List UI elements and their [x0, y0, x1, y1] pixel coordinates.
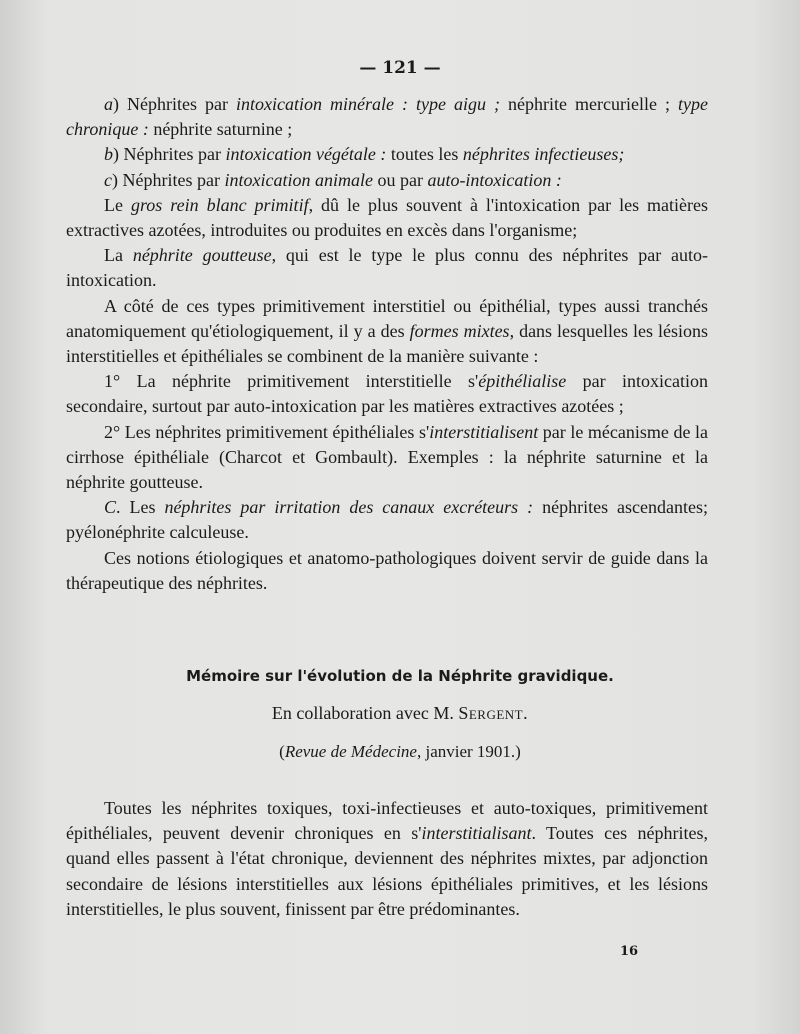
- text-run: toutes les: [386, 144, 463, 165]
- text-run: , dans lesquelles les lésions interstitielles et épithéliales se combinent de la manière suivante :: [66, 320, 708, 367]
- paragraph: [66, 546, 708, 596]
- text-run: . Les: [116, 497, 165, 518]
- text-run: Ces notions étiologiques et anatomo-pathologiques doivent servir de guide dans la thérapeutique des néphrites.: [66, 547, 708, 593]
- text-run: 2° Les néphrites primitivement épithéliales s': [104, 421, 430, 442]
- paragraph: [66, 420, 708, 496]
- citation-date: , janvier 1901.): [416, 742, 521, 761]
- paragraph: [66, 142, 708, 167]
- text-run: , qui est le type le plus connu des néphrites par auto-intoxication.: [66, 245, 709, 291]
- text-run: ) Néphrites par: [113, 94, 236, 114]
- italic-text: intoxication végétale :: [225, 144, 387, 165]
- paragraph: [66, 294, 708, 370]
- paragraph: [66, 369, 708, 419]
- collaboration-prefix: En collaboration avec M.: [271, 703, 459, 723]
- page-number: — 121 —: [359, 58, 441, 78]
- text-run: 1° La néphrite primitivement interstitielle s': [104, 371, 479, 392]
- paragraph: [66, 168, 708, 193]
- body-text-bottom: [66, 796, 708, 922]
- italic-text: néphrites par irritation des canaux excréteurs :: [164, 497, 534, 518]
- paragraph: [66, 243, 708, 293]
- section-title: Mémoire sur l'évolution de la Néphrite gravidique.: [186, 667, 614, 685]
- italic-text: C: [104, 497, 117, 518]
- collaboration-line: [0, 703, 800, 724]
- italic-text: b: [104, 144, 113, 165]
- italic-text: a: [104, 94, 113, 114]
- italic-text: néphrite goutteuse: [132, 245, 272, 266]
- paragraph: [66, 92, 708, 142]
- italic-text: type chronique :: [66, 94, 708, 140]
- italic-text: intoxication animale: [224, 169, 373, 190]
- paragraph: [66, 193, 708, 243]
- text-run: Toutes les néphrites toxiques, toxi-infectieuses et auto-toxiques, primitivement épithéliales, peuvent devenir chroniques en s': [66, 798, 708, 844]
- text-run: néphrite mercurielle ;: [500, 94, 678, 114]
- text-run: néphrite saturnine ;: [148, 119, 293, 140]
- italic-text: gros rein blanc primitif: [130, 194, 309, 215]
- text-run: ou par: [372, 169, 428, 190]
- italic-text: formes mixtes: [409, 320, 510, 341]
- text-run: ) Néphrites par: [113, 144, 226, 165]
- text-run: La: [104, 245, 133, 266]
- text-run: ) Néphrites par: [112, 169, 225, 190]
- citation-line: [0, 742, 800, 762]
- paragraph: [66, 495, 708, 545]
- italic-text: interstitialisent: [429, 421, 539, 442]
- citation-open: (: [279, 742, 285, 761]
- signature-mark: 16: [620, 944, 639, 959]
- italic-text: interstitialisant: [421, 823, 532, 844]
- text-run: par intoxication secondaire, surtout par auto-intoxication par les matières extractives azotées ;: [66, 371, 709, 417]
- text-run: par le mécanisme de la cirrhose épithéliale (Charcot et Gombault). Exemples : la néphrite saturnine et la néphrite goutteuse.: [66, 421, 708, 493]
- italic-text: c: [104, 169, 112, 190]
- paragraph: [66, 796, 708, 922]
- italic-text: épithélialise: [478, 371, 567, 392]
- text-run: , dû le plus souvent à l'intoxication par les matières extractives azotées, introduites ou produites en excès dans l'organisme;: [66, 194, 709, 241]
- collaborator-name: Sergent.: [458, 703, 529, 723]
- body-text-top: [66, 92, 708, 596]
- text-run: Le: [104, 194, 131, 215]
- text-run: A côté de ces types primitivement interstitiel ou épithélial, types aussi tranchés anatomiquement qu'étiologiquement, il y a des: [66, 295, 708, 341]
- italic-text: intoxication minérale : type aigu ;: [236, 94, 501, 114]
- text-run: . Toutes ces néphrites, quand elles passent à l'état chronique, deviennent des néphrites mixtes, par adjonction secondaire de lésions interstitielles aux lésions épithéliales primitives, et les lésions interstitielles, le plus souvent, finissent par être prédominantes.: [66, 823, 708, 919]
- italic-text: auto-intoxication :: [427, 169, 562, 190]
- italic-text: néphrites infectieuses;: [462, 144, 625, 165]
- journal-name: Revue de Médecine: [284, 742, 417, 761]
- text-run: néphrites ascendantes; pyélonéphrite calculeuse.: [66, 497, 708, 543]
